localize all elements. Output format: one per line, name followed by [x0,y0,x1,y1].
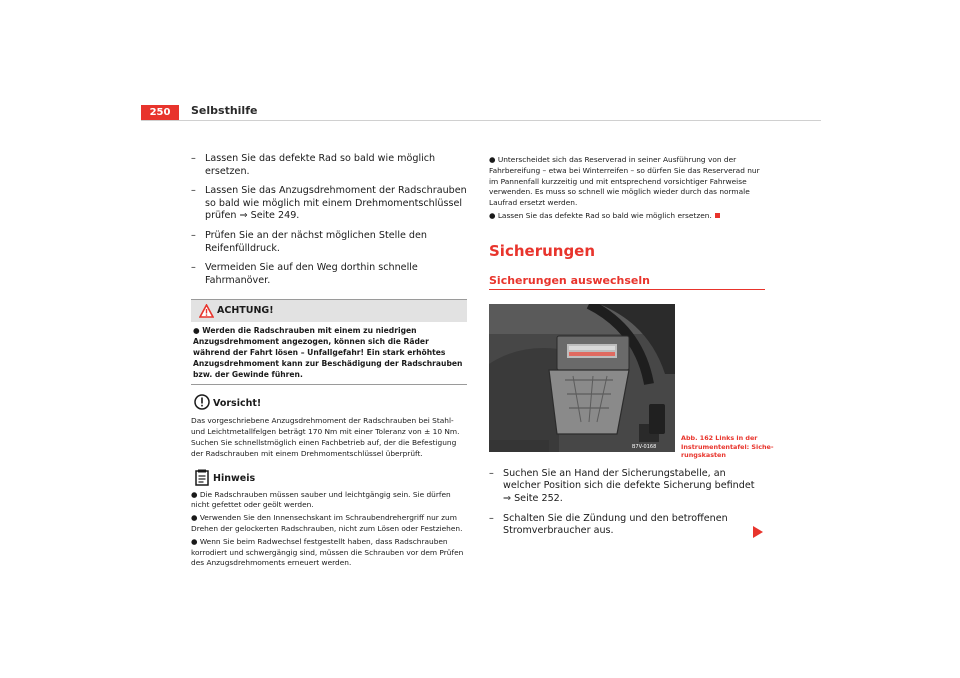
hint-bullet: ● Verwenden Sie den Innensechskant im Schraubendrehergriff nur zum Drehen der gelockerten Radschrauben, nicht zum Lösen oder Festziehen. [191,513,463,533]
figure-code: B7V-0168 [632,443,657,450]
hint-header [191,466,467,488]
exclamation-icon [194,394,210,414]
fuse-box-figure [489,304,675,452]
dashboard-illustration [489,304,675,452]
subsection-title: Sicherungen auswechseln [489,274,765,290]
info-bullet: ● Lassen Sie das defekte Rad so bald wie möglich ersetzen. [489,211,765,222]
step-item: – Suchen Sie an Hand der Sicherungstabelle, an welcher Position sich die defekte Sicherung befindet ⇒ Seite 252. [489,467,755,504]
next-page-arrow-icon[interactable] [752,524,764,543]
page-number: 250 [141,105,179,120]
warning-header [191,300,467,322]
hint-bullet: ● Wenn Sie beim Radwechsel festgestellt haben, dass Radschrauben korrodiert und schwergängig sind, müssen die Schrauben vor dem Prüfen des Anzugsdrehmoments erneuert werden. [191,536,464,568]
step-item: – Prüfen Sie an der nächst möglichen Stelle den Reifenfülldruck. [191,229,428,254]
left-column [191,153,467,569]
warning-text: ● Werden die Radschrauben mit einem zu niedrigen Anzugsdrehmoment angezogen, können sich die Räder während der Fahrt lösen – Unfallgefahr! Ein stark erhöhtes Anzugsdrehmoment kann zur Beschädigung der Radschrauben bzw. der Gewinde führen. [193,326,463,379]
hint-title: Hinweis [213,472,256,484]
step-item: – Vermeiden Sie auf den Weg dorthin schnelle Fahrmanöver. [191,262,418,286]
header-divider [141,120,821,121]
section-title: Sicherungen [489,241,596,260]
hint-bullet: ● Die Radschrauben müssen sauber und leichtgängig sein. Sie dürfen nicht gefettet oder geölt werden. [191,489,451,510]
right-column [489,153,765,545]
info-bullet: ● Unterscheidet sich das Reserverad in seiner Ausführung von der Fahrbereifung – etwa bei Winterreifen – so dürfen Sie das Reserverad nur im Pannenfall kurzzeitig und mit entsprechend vorsichtiger Fahrweise verwenden. Es muss so schnell wie möglich wieder durch das normale Laufrad ersetzt werden. [489,155,760,208]
notepad-icon [194,469,210,490]
warning-triangle-icon [199,303,214,322]
caution-header [191,391,467,413]
step-item: – Schalten Sie die Zündung und den betroffenen Stromverbraucher aus. [489,512,728,537]
warning-title: ACHTUNG! [217,305,274,317]
caution-title: Vorsicht! [213,398,262,410]
warning-box [191,299,467,385]
step-item: – Lassen Sie das Anzugsdrehmoment der Radschrauben so bald wie möglich mit einem Drehmomentschlüssel prüfen ⇒ Seite 249. [191,185,467,222]
caution-text: Das vorgeschriebene Anzugsdrehmoment der Radschrauben bei Stahl- und Leichtmetallfelgen beträgt 170 Nm mit einer Toleranz von ± 10 Nm. Suchen Sie schnellstmöglich einen Fachbetrieb auf, der die Befestigung der Radschrauben mit einem Drehmomentschlüssel überprüft. [191,416,460,458]
step-item: – Lassen Sie das defekte Rad so bald wie möglich ersetzen. [191,153,436,177]
chapter-title: Selbsthilfe [191,104,258,117]
section-end-marker [715,213,720,218]
figure-caption: Abb. 162 Links in der Instrumententafel: Siche- rungskasten [681,434,774,460]
